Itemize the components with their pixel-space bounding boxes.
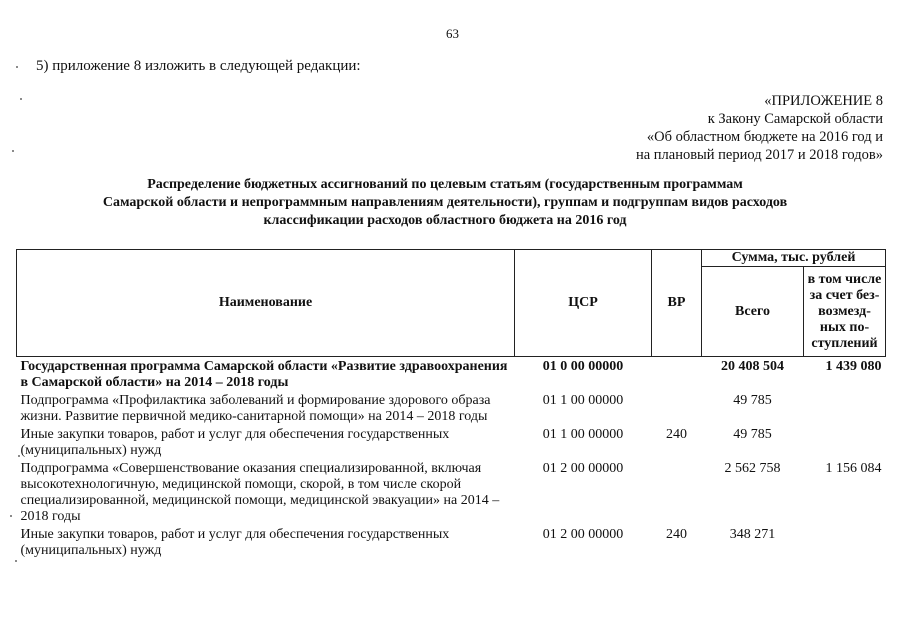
row-vr: 240 bbox=[666, 527, 687, 542]
row-csr: 01 1 00 00000 bbox=[542, 427, 624, 442]
table-row bbox=[17, 527, 886, 561]
row-grant: 1 156 084 bbox=[825, 461, 882, 476]
header-grant: в том числе за счет без-возмезд-ных по-ступлений bbox=[804, 267, 886, 357]
row-grant bbox=[804, 393, 886, 427]
row-csr: 01 0 00 00000 bbox=[542, 359, 624, 374]
title-line: классификации расходов областного бюджета на 2016 год bbox=[263, 213, 627, 228]
intro-text: 5) приложение 8 изложить в следующей редакции: bbox=[36, 58, 361, 74]
row-csr: 01 2 00 00000 bbox=[542, 461, 624, 476]
row-name: Подпрограмма «Профилактика заболеваний и формирование здорового образа жизни. Развитие первичной медико-санитарной помощи» на 2014 – 2018 годы bbox=[20, 393, 491, 424]
title-line: Самарской области и непрограммным направлениям деятельности), группам и подгруппам видов расходов bbox=[102, 195, 788, 210]
table-row bbox=[17, 427, 886, 461]
row-total: 2 562 758 bbox=[724, 461, 781, 476]
header-name: Наименование bbox=[17, 250, 515, 357]
row-name: Иные закупки товаров, работ и услуг для обеспечения государственных (муниципальных) нужд bbox=[20, 427, 450, 458]
row-vr bbox=[652, 393, 702, 427]
row-csr: 01 2 00 00000 bbox=[542, 527, 624, 542]
row-grant bbox=[804, 427, 886, 461]
appendix-line: на плановый период 2017 и 2018 годов» bbox=[635, 147, 883, 163]
header-sum: Сумма, тыс. рублей bbox=[702, 250, 886, 267]
header-total: Всего bbox=[702, 267, 804, 357]
table-row bbox=[17, 461, 886, 527]
appendix-line: к Закону Самарской области bbox=[707, 111, 883, 127]
appendix-line: «ПРИЛОЖЕНИЕ 8 bbox=[764, 93, 883, 109]
budget-table bbox=[16, 249, 886, 561]
appendix-heading bbox=[636, 92, 883, 164]
table-row bbox=[17, 357, 886, 394]
row-vr bbox=[652, 357, 702, 394]
document-title bbox=[40, 176, 850, 230]
title-line: Распределение бюджетных ассигнований по целевым статьям (государственным программам bbox=[147, 177, 743, 192]
row-vr: 240 bbox=[666, 427, 687, 442]
row-total: 49 785 bbox=[733, 393, 772, 408]
row-name: Подпрограмма «Совершенствование оказания специализированной, включая высокотехнологичную, медицинской помощи, скорой, в том числе скорой специализированной, медицинской помощи, медицинской эвакуации» на 2014 – 2018 годы bbox=[20, 461, 500, 524]
row-grant bbox=[804, 527, 886, 561]
row-vr bbox=[652, 461, 702, 527]
row-total: 49 785 bbox=[733, 427, 772, 442]
row-name: Государственная программа Самарской области «Развитие здравоохранения в Самарской области» на 2014 – 2018 годы bbox=[20, 359, 508, 390]
header-csr: ЦСР bbox=[515, 250, 652, 357]
row-grant: 1 439 080 bbox=[825, 359, 882, 374]
row-csr: 01 1 00 00000 bbox=[542, 393, 624, 408]
appendix-line: «Об областном бюджете на 2016 год и bbox=[646, 129, 883, 145]
row-total: 20 408 504 bbox=[721, 359, 784, 374]
row-name: Иные закупки товаров, работ и услуг для обеспечения государственных (муниципальных) нужд bbox=[20, 527, 450, 558]
header-vr: ВР bbox=[652, 250, 702, 357]
table-row bbox=[17, 393, 886, 427]
row-total: 348 271 bbox=[729, 527, 776, 542]
page-number: 63 bbox=[446, 26, 459, 41]
